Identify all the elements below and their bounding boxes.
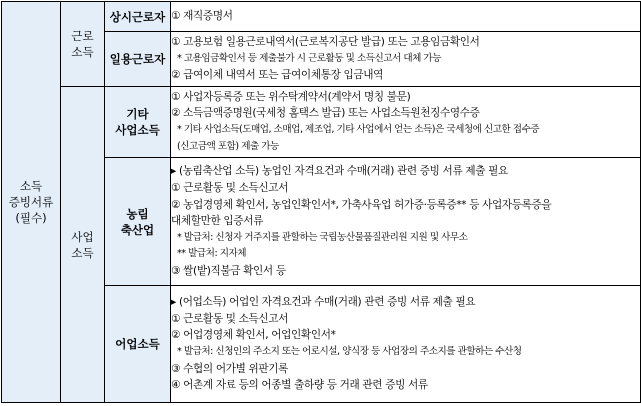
content-note: * 기타 사업소득(도매업, 소매업, 제조업, 기타 사업에서 얻는 소득)은 국세청에 신고한 접수증 [177,124,540,135]
content-cell [171,286,641,403]
content-note: ** 발급처: 지자체 [177,248,247,260]
content-line: ② 소득금액증명원(국세청 홈택스 발급) 또는 사업소득원천징수영수증 [171,107,480,120]
content-line: ② 급여이체 내역서 또는 급여이체통장 입금내역 [171,69,384,82]
content-line: ② 농업경영체 확인서, 농업인확인서*, 가축사육업 허가증·등록증** 등 사업자등록증을 [171,198,552,211]
main-category-line: 증빙서류 [8,195,54,209]
content-line: ① 근로활동 및 소득신고서 [171,312,289,325]
subcategory-cell [105,87,171,158]
subcategory-label: 어업소득 [115,337,160,351]
content-line: ▸ (어업소득) 어업인 자격요건과 수매(거래) 관련 증빙 서류 제출 필요 [171,296,476,309]
subcategory-cell [105,286,171,403]
subcategory-label-line: 축산업 [120,222,155,237]
group-cell-labor-income [61,2,105,87]
group-label-line: 소득 [71,45,94,59]
content-line: ① 고용보험 일용근로내역서(근로복지공단 발급) 또는 고용임금확인서 [171,36,480,49]
table-row [2,2,641,32]
content-note: * 발급처: 신청인의 주소지 또는 어로시설, 양식장 등 사업장의 주소지를 관할하는 수산청 [177,346,522,357]
content-cell [171,158,641,286]
content-note: * 고용임금확인서 등 제출불가 시 근로활동 및 소득신고서 대체 가능 [177,52,441,64]
group-cell-business-income [61,87,105,403]
main-category-cell [2,2,61,403]
content-line: ③ 수협의 어가별 위판기록 [171,362,289,375]
subcategory-cell [105,32,171,87]
content-line: ① 재직증명서 [171,10,233,23]
subcategory-cell [105,2,171,32]
main-category-line: (필수) [15,211,47,225]
content-line: ① 근로활동 및 소득신고서 [171,182,289,195]
group-label-line: 소득 [71,245,94,260]
content-line: ▸ (농림축산업 소득) 농업인 자격요건과 수매(거래) 관련 증빙 서류 제출 필요 [171,165,508,178]
content-line: ② 어업경영체 확인서, 어업인확인서* [171,329,336,342]
content-cell [171,87,641,158]
content-line: ③ 쌀(밭)직불금 확인서 등 [171,264,286,277]
content-line: ④ 어촌계 자료 등의 어종별 출하량 등 거래 관련 증빙 서류 [171,379,428,392]
content-cell [171,2,641,32]
subcategory-label: 상시근로자 [109,9,166,24]
subcategory-cell [105,158,171,286]
table-row [2,87,641,158]
content-note: (신고금액 포함) 제출 가능 [177,140,279,152]
subcategory-label: 일용근로자 [109,52,166,66]
content-note: * 발급처: 신청자 거주지를 관할하는 국립농산물품질관리원 지원 및 사무소 [177,231,468,243]
content-line: ① 사업자등록증 또는 위수탁계약서(계약서 명칭 불문) [171,90,411,103]
subcategory-label-line: 사업소득 [115,123,160,137]
content-cell [171,32,641,87]
subcategory-label-line: 기타 [126,107,149,121]
subcategory-label-line: 농림 [126,206,149,221]
group-label-line: 근로 [71,29,94,43]
group-label-line: 사업 [71,229,94,244]
main-category-line: 소득 [19,179,43,193]
income-documents-table [1,1,641,403]
content-line-continued: 대체할만한 입증서류 [171,215,263,228]
